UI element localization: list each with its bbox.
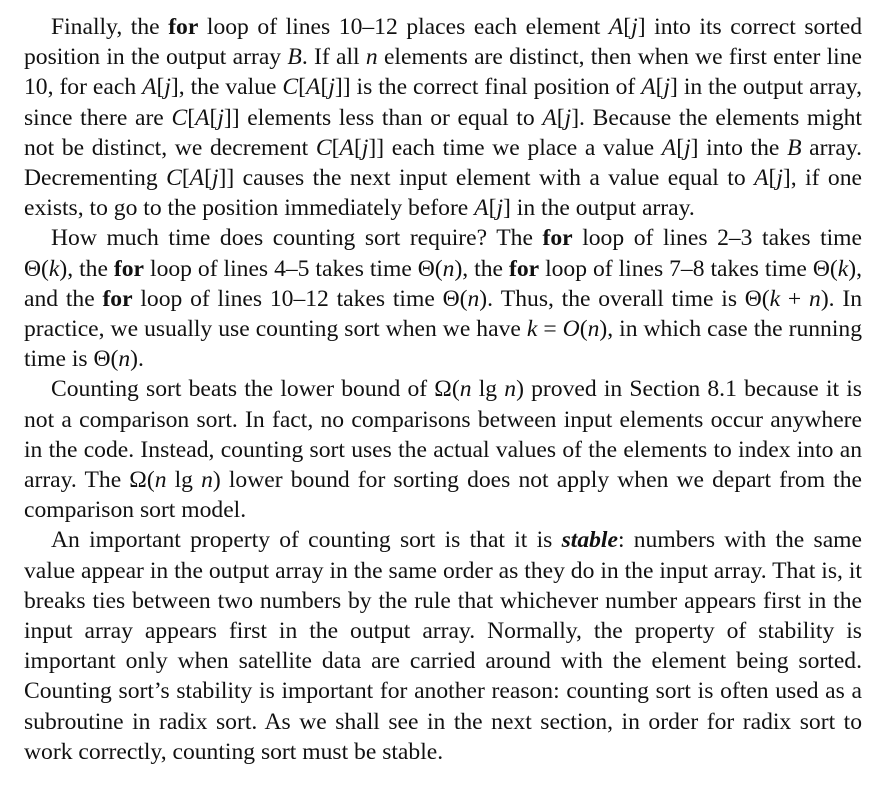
paragraph-running-time <box>24 223 862 374</box>
math-variable: C <box>171 104 188 131</box>
math-variable: n <box>459 376 472 403</box>
paragraph-counting-loop <box>24 12 862 223</box>
math-variable: n <box>587 316 600 343</box>
text-run: array. Decrementing <box>24 134 862 192</box>
text-run: ]] causes the next input element with a value equal to <box>218 165 755 192</box>
math-variable: j <box>328 74 335 101</box>
math-variable: k <box>837 255 849 282</box>
text-run: loop of lines 7–8 takes time Θ( <box>539 255 838 282</box>
text-run: ]] elements less than or equal to <box>223 104 543 131</box>
text-run: = <box>537 316 563 343</box>
math-variable: A <box>754 165 769 192</box>
math-variable: A <box>608 14 624 40</box>
text-run: [ <box>204 165 212 192</box>
text-run: ). Thus, the overall time is Θ( <box>479 285 770 312</box>
math-variable: A <box>142 74 157 101</box>
text-run: ), the <box>454 255 509 282</box>
math-variable: k <box>769 285 781 312</box>
text-run: [ <box>655 74 664 101</box>
math-variable: n <box>201 467 213 494</box>
text-run: ] in the output array, since there are <box>24 74 862 131</box>
math-variable: n <box>365 44 378 71</box>
text-run: Counting sort beats the lower bound of Ω( <box>51 376 460 403</box>
math-variable: j <box>361 134 369 161</box>
text-run: . If all <box>301 44 366 71</box>
text-run: loop of lines 2–3 takes time Θ( <box>24 225 862 282</box>
text-run: ) lower bound for sorting does not apply when we depart from the comparison sort model. <box>24 467 862 524</box>
text-run: [ <box>209 104 218 131</box>
text-run: lg <box>166 467 202 494</box>
math-variable: k <box>526 316 538 343</box>
text-run: ] in the output array. <box>503 195 695 222</box>
math-variable: A <box>306 74 321 101</box>
keyword-text: for <box>102 285 133 312</box>
math-variable: A <box>339 134 354 161</box>
text-run: ] into the <box>690 134 788 161</box>
text-run: ) proved in Section 8.1 because it is not a comparison sort. In fact, no comparisons between input elements occur anywhere in the code. Instead, counting sort uses the actual values of the elements to index into an array. The Ω( <box>24 376 862 494</box>
text-run: ). In practice, we usually use counting sort when we have <box>24 285 862 343</box>
text-run: [ <box>623 14 632 40</box>
math-variable: k <box>48 255 60 282</box>
math-variable: n <box>154 467 167 494</box>
text-run: [ <box>156 74 165 101</box>
math-variable: n <box>809 285 821 312</box>
defined-term: stable <box>561 527 618 554</box>
text-run: ], if one exists, to go to the position immediately before <box>24 165 862 222</box>
keyword-text: for <box>542 225 573 252</box>
math-variable: j <box>164 74 171 101</box>
math-variable: j <box>631 14 638 40</box>
math-variable: n <box>442 255 455 282</box>
math-variable: n <box>467 285 480 312</box>
text-run: Finally, the <box>51 14 169 40</box>
text-run: ], the value <box>170 74 283 101</box>
text-run: An important property of counting sort is that it is <box>51 527 562 554</box>
keyword-text: for <box>168 14 199 40</box>
math-variable: j <box>217 104 224 131</box>
text-run: How much time does counting sort require? The <box>51 225 543 252</box>
text-run: elements are distinct, then when we first enter line 10, for each <box>24 44 862 101</box>
math-variable: A <box>641 74 656 101</box>
text-run: ), and the <box>24 255 862 312</box>
text-run: [ <box>488 195 497 222</box>
math-variable: A <box>661 134 677 161</box>
math-variable: O <box>562 316 580 343</box>
text-run: [ <box>320 74 329 101</box>
text-run: ]. Because the elements might not be distinct, we decrement <box>24 104 862 161</box>
text-run: ]] each time we place a value <box>368 134 662 161</box>
text-run: : numbers with the same value appear in the output array in the same order as they do in the input array. That is, it breaks ties between two numbers by the rule that whichever number appears first in the input array appears first in the output array. Normally, the property of stability is important only when satellite data are carried around with the element being sorted. Counting sort’s stability is important for another reason: counting sort is often used as a subroutine in radix sort. As we shall see in the next section, in order for radix sort to work correctly, counting sort must be stable. <box>24 527 862 765</box>
math-variable: A <box>542 104 557 131</box>
math-variable: n <box>504 376 517 403</box>
math-variable: j <box>776 165 783 192</box>
text-run: [ <box>556 104 565 131</box>
text-run: [ <box>187 104 196 131</box>
math-variable: j <box>663 74 671 101</box>
text-run: [ <box>768 165 777 192</box>
document-body <box>24 12 862 767</box>
text-run: loop of lines 10–12 takes time Θ( <box>132 285 468 312</box>
math-variable: C <box>166 165 182 192</box>
text-run: [ <box>181 165 190 192</box>
math-variable: A <box>474 195 489 222</box>
math-variable: j <box>684 134 691 161</box>
paragraph-lower-bound <box>24 374 862 525</box>
math-variable: A <box>195 104 210 131</box>
math-variable: A <box>189 165 205 192</box>
keyword-text: for <box>113 255 145 282</box>
text-run: + <box>780 285 810 312</box>
math-variable: C <box>282 74 299 101</box>
text-run: ( <box>579 316 588 343</box>
text-run: ), in which case the running time is Θ( <box>24 316 862 373</box>
keyword-text: for <box>508 255 540 282</box>
text-run: loop of lines 10–12 places each element <box>198 14 609 40</box>
text-run: ]] is the correct final position of <box>334 74 642 101</box>
text-run: lg <box>471 376 505 403</box>
text-run: ). <box>130 346 144 373</box>
math-variable: B <box>787 134 802 161</box>
math-variable: n <box>118 346 131 373</box>
text-run: [ <box>298 74 307 101</box>
text-run: [ <box>676 134 685 161</box>
text-run: [ <box>331 134 340 161</box>
paragraph-stability <box>24 525 862 767</box>
text-run: [ <box>353 134 362 161</box>
math-variable: j <box>496 195 504 222</box>
math-variable: j <box>211 165 219 192</box>
math-variable: j <box>564 104 572 131</box>
text-run: ), the <box>59 255 114 282</box>
text-run: ] into its correct sorted position in the output array <box>24 14 862 71</box>
math-variable: C <box>315 134 332 161</box>
text-run: loop of lines 4–5 takes time Θ( <box>144 255 443 282</box>
math-variable: B <box>287 44 302 71</box>
